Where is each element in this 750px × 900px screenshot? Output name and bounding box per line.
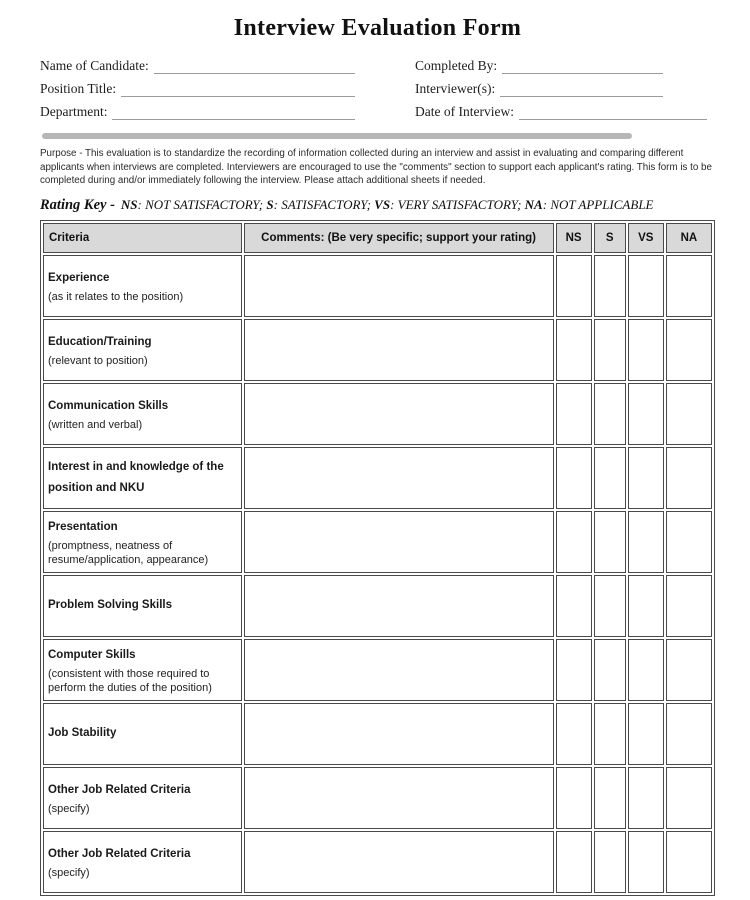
form-field xyxy=(415,51,707,74)
page-title: Interview Evaluation Form xyxy=(233,15,522,41)
rating-cell-ns[interactable] xyxy=(556,319,592,381)
rating-cell-na[interactable] xyxy=(666,383,712,445)
rating-cell-s[interactable] xyxy=(594,511,626,573)
criteria-detail: (as it relates to the position) xyxy=(48,290,184,303)
header-fields-right xyxy=(415,51,707,120)
table-header-row xyxy=(43,223,712,253)
column-header: VS xyxy=(628,223,664,253)
criteria-cell xyxy=(43,831,242,893)
rating-cell-vs[interactable] xyxy=(628,639,664,701)
rating-cell-na[interactable] xyxy=(666,639,712,701)
comments-cell[interactable] xyxy=(244,639,554,701)
table-row xyxy=(43,639,712,701)
column-header: S xyxy=(594,223,626,253)
comments-cell[interactable] xyxy=(244,383,554,445)
header-fields-left xyxy=(40,51,415,120)
evaluation-table xyxy=(40,220,715,896)
rating-cell-ns[interactable] xyxy=(556,511,592,573)
rating-cell-ns[interactable] xyxy=(556,639,592,701)
criteria-cell xyxy=(43,447,242,509)
rating-key xyxy=(40,197,715,214)
criteria-cell xyxy=(43,767,242,829)
criteria-cell xyxy=(43,575,242,637)
rating-cell-s[interactable] xyxy=(594,831,626,893)
table-row xyxy=(43,575,712,637)
rating-cell-s[interactable] xyxy=(594,255,626,317)
column-header: Criteria xyxy=(43,223,242,253)
rating-cell-ns[interactable] xyxy=(556,831,592,893)
form-field xyxy=(415,97,707,120)
criteria-title: Presentation xyxy=(48,521,118,534)
rating-cell-vs[interactable] xyxy=(628,511,664,573)
rating-key-entry xyxy=(525,197,654,212)
rating-cell-ns[interactable] xyxy=(556,575,592,637)
rating-cell-s[interactable] xyxy=(594,319,626,381)
rating-key-label: Rating Key - xyxy=(40,197,115,214)
criteria-detail: (consistent with those required to perform the duties of the position) xyxy=(48,667,212,694)
criteria-detail: (relevant to position) xyxy=(48,354,148,367)
rating-cell-ns[interactable] xyxy=(556,767,592,829)
field-label: Position Title: xyxy=(40,81,117,96)
rating-key-entries xyxy=(121,197,654,212)
criteria-title: Communication Skills xyxy=(48,400,169,413)
rating-cell-vs[interactable] xyxy=(628,255,664,317)
rating-key-abbr: NS xyxy=(120,197,138,213)
field-blank-line[interactable] xyxy=(154,59,355,74)
rating-cell-vs[interactable] xyxy=(628,575,664,637)
rating-cell-s[interactable] xyxy=(594,575,626,637)
rating-cell-s[interactable] xyxy=(594,767,626,829)
field-blank-line[interactable] xyxy=(112,105,355,120)
rating-key-abbr: VS xyxy=(374,197,391,213)
rating-cell-na[interactable] xyxy=(666,511,712,573)
rating-key-entry xyxy=(374,197,525,212)
field-label: Completed By: xyxy=(415,58,498,73)
field-label: Name of Candidate: xyxy=(40,58,149,73)
criteria-title: Experience xyxy=(48,272,110,285)
rating-cell-s[interactable] xyxy=(594,383,626,445)
rating-cell-na[interactable] xyxy=(666,255,712,317)
table-row xyxy=(43,383,712,445)
table-row xyxy=(43,831,712,893)
rating-cell-vs[interactable] xyxy=(628,831,664,893)
comments-cell[interactable] xyxy=(244,575,554,637)
rating-cell-vs[interactable] xyxy=(628,703,664,765)
comments-cell[interactable] xyxy=(244,319,554,381)
rating-cell-s[interactable] xyxy=(594,703,626,765)
criteria-title: Problem Solving Skills xyxy=(48,599,172,612)
rating-cell-vs[interactable] xyxy=(628,319,664,381)
column-header: NS xyxy=(556,223,592,253)
header-fields xyxy=(40,51,715,120)
criteria-title: Interest in and knowledge of the position and NKU xyxy=(48,460,224,495)
rating-key-text: : VERY SATISFACTORY; xyxy=(390,197,525,213)
column-header: NA xyxy=(666,223,712,253)
comments-cell[interactable] xyxy=(244,703,554,765)
form-field xyxy=(40,74,355,97)
field-blank-line[interactable] xyxy=(121,82,355,97)
criteria-cell xyxy=(43,383,242,445)
criteria-title: Education/Training xyxy=(48,336,152,349)
criteria-detail: (specify) xyxy=(48,866,90,879)
comments-cell[interactable] xyxy=(244,447,554,509)
table-row xyxy=(43,767,712,829)
rating-cell-ns[interactable] xyxy=(556,447,592,509)
table-row xyxy=(43,511,712,573)
criteria-detail: (written and verbal) xyxy=(48,418,143,431)
criteria-detail: (promptness, neatness of resume/application, appearance) xyxy=(48,539,209,566)
criteria-title: Job Stability xyxy=(48,727,117,740)
rating-cell-vs[interactable] xyxy=(628,447,664,509)
rating-cell-ns[interactable] xyxy=(556,255,592,317)
rating-key-text: : SATISFACTORY; xyxy=(273,197,375,213)
comments-cell[interactable] xyxy=(244,831,554,893)
comments-cell[interactable] xyxy=(244,255,554,317)
rating-cell-na[interactable] xyxy=(666,575,712,637)
rating-cell-ns[interactable] xyxy=(556,703,592,765)
column-header: Comments: (Be very specific; support your rating) xyxy=(244,223,554,253)
field-label: Interviewer(s): xyxy=(415,81,496,96)
criteria-cell xyxy=(43,511,242,573)
field-blank-line[interactable] xyxy=(519,105,707,120)
criteria-cell xyxy=(43,255,242,317)
criteria-title: Computer Skills xyxy=(48,649,136,662)
table-row xyxy=(43,703,712,765)
field-blank-line[interactable] xyxy=(500,82,663,97)
rating-cell-ns[interactable] xyxy=(556,383,592,445)
form-field xyxy=(415,74,707,97)
purpose-text: Purpose - This evaluation is to standardize the recording of information collected during an interview and assist in evaluating and comparing different applicants when interviews are completed. Interviewers are encouraged to use the "comments" section to support each applicant's rating. This form is to be completed during and/or immediately following the interview. Please attach additional sheets if needed. xyxy=(40,148,712,187)
criteria-title: Other Job Related Criteria xyxy=(48,784,191,797)
rating-cell-na[interactable] xyxy=(666,703,712,765)
rating-cell-vs[interactable] xyxy=(628,767,664,829)
form-field xyxy=(40,97,355,120)
table-row xyxy=(43,255,712,317)
rating-cell-na[interactable] xyxy=(666,831,712,893)
rating-key-entry xyxy=(266,197,374,212)
section-divider xyxy=(42,133,632,139)
rating-key-text: : NOT APPLICABLE xyxy=(542,197,654,213)
field-label: Department: xyxy=(40,104,108,119)
criteria-cell xyxy=(43,639,242,701)
comments-cell[interactable] xyxy=(244,767,554,829)
table-row xyxy=(43,447,712,509)
comments-cell[interactable] xyxy=(244,511,554,573)
criteria-cell xyxy=(43,319,242,381)
criteria-title: Other Job Related Criteria xyxy=(48,848,191,861)
rating-cell-s[interactable] xyxy=(594,447,626,509)
rating-cell-vs[interactable] xyxy=(628,383,664,445)
rating-cell-na[interactable] xyxy=(666,319,712,381)
rating-cell-na[interactable] xyxy=(666,767,712,829)
rating-cell-na[interactable] xyxy=(666,447,712,509)
table-row xyxy=(43,319,712,381)
rating-cell-s[interactable] xyxy=(594,639,626,701)
rating-key-entry xyxy=(121,197,266,212)
field-blank-line[interactable] xyxy=(502,59,663,74)
criteria-detail: (specify) xyxy=(48,802,90,815)
field-label: Date of Interview: xyxy=(415,104,514,119)
criteria-cell xyxy=(43,703,242,765)
form-field xyxy=(40,51,355,74)
table-body xyxy=(43,255,712,893)
rating-key-abbr: NA xyxy=(524,197,543,213)
rating-key-text: : NOT SATISFACTORY; xyxy=(137,197,267,213)
rating-key-abbr: S xyxy=(266,197,274,213)
